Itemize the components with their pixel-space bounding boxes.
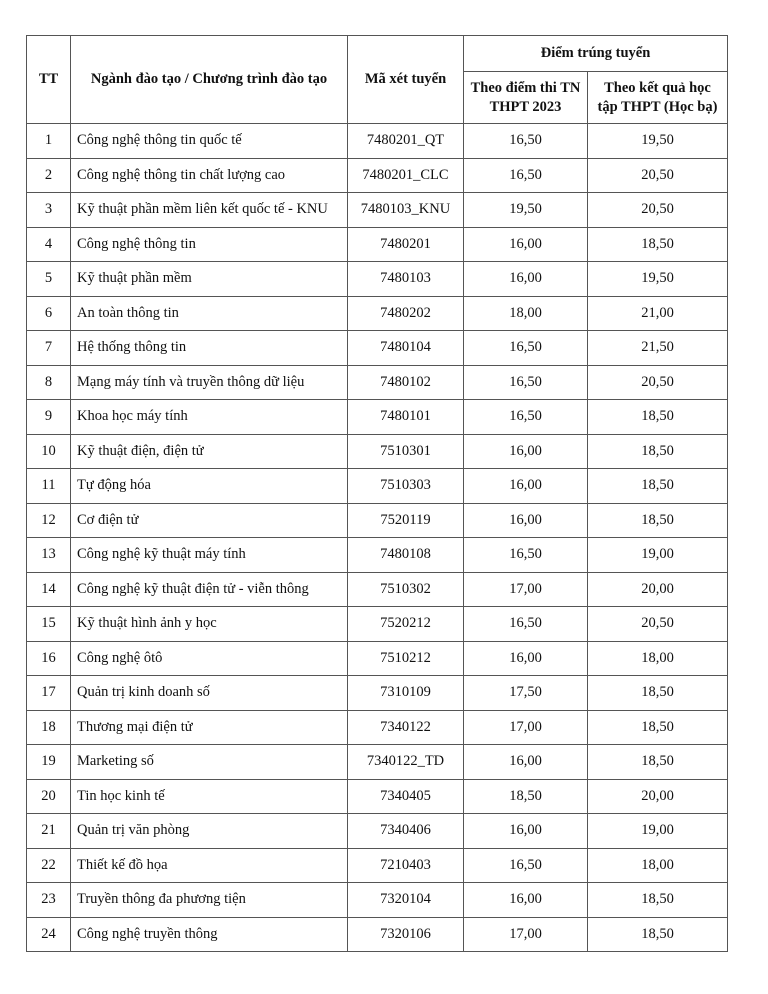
- row-number: 24: [27, 917, 71, 952]
- table-row: [27, 262, 728, 297]
- header-tt: TT: [27, 36, 71, 124]
- score-exam: 16,50: [464, 331, 588, 366]
- admission-code: 7340405: [348, 779, 464, 814]
- program-name: Mạng máy tính và truyền thông dữ liệu: [71, 365, 348, 400]
- table-row: [27, 641, 728, 676]
- score-exam: 18,00: [464, 296, 588, 331]
- program-name: Thương mại điện tử: [71, 710, 348, 745]
- admission-code: 7510301: [348, 434, 464, 469]
- row-number: 21: [27, 814, 71, 849]
- score-exam: 16,50: [464, 538, 588, 573]
- admission-code: 7480201_QT: [348, 124, 464, 159]
- program-name: Công nghệ kỹ thuật máy tính: [71, 538, 348, 573]
- table-row: [27, 745, 728, 780]
- score-exam: 16,00: [464, 814, 588, 849]
- row-number: 6: [27, 296, 71, 331]
- admission-code: 7480102: [348, 365, 464, 400]
- header-score-transcript: Theo kết quả học tập THPT (Học bạ): [588, 72, 728, 124]
- program-name: Tự động hóa: [71, 469, 348, 504]
- program-name: Kỹ thuật điện, điện tử: [71, 434, 348, 469]
- table-row: [27, 365, 728, 400]
- score-transcript: 19,50: [588, 262, 728, 297]
- score-transcript: 18,50: [588, 227, 728, 262]
- table-row: [27, 572, 728, 607]
- score-exam: 17,00: [464, 917, 588, 952]
- score-transcript: 21,00: [588, 296, 728, 331]
- table-row: [27, 883, 728, 918]
- admission-code: 7340122: [348, 710, 464, 745]
- row-number: 23: [27, 883, 71, 918]
- table-row: [27, 227, 728, 262]
- score-transcript: 18,00: [588, 641, 728, 676]
- score-transcript: 19,50: [588, 124, 728, 159]
- admission-code: 7340406: [348, 814, 464, 849]
- table-row: [27, 296, 728, 331]
- row-number: 4: [27, 227, 71, 262]
- table-row: [27, 814, 728, 849]
- table-header: [27, 36, 728, 124]
- score-exam: 16,00: [464, 503, 588, 538]
- admission-code: 7310109: [348, 676, 464, 711]
- program-name: Quản trị kinh doanh số: [71, 676, 348, 711]
- score-transcript: 18,00: [588, 848, 728, 883]
- admission-code: 7480201_CLC: [348, 158, 464, 193]
- score-transcript: 18,50: [588, 469, 728, 504]
- score-transcript: 18,50: [588, 710, 728, 745]
- table-row: [27, 538, 728, 573]
- header-row-top: [27, 36, 728, 72]
- score-exam: 16,00: [464, 883, 588, 918]
- row-number: 19: [27, 745, 71, 780]
- program-name: Thiết kế đồ họa: [71, 848, 348, 883]
- score-exam: 19,50: [464, 193, 588, 228]
- admission-scores-table: [26, 35, 728, 952]
- row-number: 8: [27, 365, 71, 400]
- program-name: Quản trị văn phòng: [71, 814, 348, 849]
- score-exam: 16,00: [464, 434, 588, 469]
- program-name: Kỹ thuật phần mềm liên kết quốc tế - KNU: [71, 193, 348, 228]
- row-number: 20: [27, 779, 71, 814]
- row-number: 18: [27, 710, 71, 745]
- admission-code: 7510303: [348, 469, 464, 504]
- table-row: [27, 676, 728, 711]
- table-row: [27, 331, 728, 366]
- score-exam: 16,50: [464, 607, 588, 642]
- score-transcript: 18,50: [588, 503, 728, 538]
- admission-code: 7520212: [348, 607, 464, 642]
- admission-code: 7480101: [348, 400, 464, 435]
- admission-code: 7520119: [348, 503, 464, 538]
- score-exam: 16,00: [464, 262, 588, 297]
- score-exam: 16,50: [464, 848, 588, 883]
- admission-code: 7510212: [348, 641, 464, 676]
- score-exam: 16,50: [464, 400, 588, 435]
- score-transcript: 20,50: [588, 607, 728, 642]
- program-name: Kỹ thuật hình ảnh y học: [71, 607, 348, 642]
- row-number: 15: [27, 607, 71, 642]
- admission-code: 7480103_KNU: [348, 193, 464, 228]
- score-exam: 17,00: [464, 710, 588, 745]
- admission-code: 7320104: [348, 883, 464, 918]
- table-row: [27, 607, 728, 642]
- admission-code: 7480108: [348, 538, 464, 573]
- score-exam: 16,50: [464, 124, 588, 159]
- program-name: Công nghệ thông tin quốc tế: [71, 124, 348, 159]
- row-number: 17: [27, 676, 71, 711]
- row-number: 2: [27, 158, 71, 193]
- admission-code: 7210403: [348, 848, 464, 883]
- table-row: [27, 193, 728, 228]
- table-row: [27, 124, 728, 159]
- table-row: [27, 469, 728, 504]
- row-number: 1: [27, 124, 71, 159]
- table-row: [27, 848, 728, 883]
- admission-code: 7510302: [348, 572, 464, 607]
- score-transcript: 20,50: [588, 365, 728, 400]
- program-name: Tin học kinh tế: [71, 779, 348, 814]
- program-name: Công nghệ thông tin chất lượng cao: [71, 158, 348, 193]
- header-code: Mã xét tuyển: [348, 36, 464, 124]
- score-transcript: 18,50: [588, 745, 728, 780]
- admission-code: 7480202: [348, 296, 464, 331]
- program-name: Kỹ thuật phần mềm: [71, 262, 348, 297]
- score-exam: 16,50: [464, 158, 588, 193]
- score-transcript: 18,50: [588, 917, 728, 952]
- admission-code: 7480201: [348, 227, 464, 262]
- table-row: [27, 779, 728, 814]
- program-name: An toàn thông tin: [71, 296, 348, 331]
- row-number: 7: [27, 331, 71, 366]
- program-name: Cơ điện tử: [71, 503, 348, 538]
- admission-code: 7320106: [348, 917, 464, 952]
- score-exam: 16,50: [464, 365, 588, 400]
- score-transcript: 19,00: [588, 814, 728, 849]
- row-number: 14: [27, 572, 71, 607]
- score-transcript: 18,50: [588, 883, 728, 918]
- table-row: [27, 400, 728, 435]
- score-transcript: 20,50: [588, 193, 728, 228]
- score-exam: 16,00: [464, 745, 588, 780]
- row-number: 3: [27, 193, 71, 228]
- score-exam: 16,00: [464, 227, 588, 262]
- row-number: 13: [27, 538, 71, 573]
- admission-code: 7340122_TD: [348, 745, 464, 780]
- score-transcript: 18,50: [588, 400, 728, 435]
- header-score-exam: Theo điểm thi TN THPT 2023: [464, 72, 588, 124]
- score-transcript: 21,50: [588, 331, 728, 366]
- program-name: Công nghệ kỹ thuật điện tử - viễn thông: [71, 572, 348, 607]
- score-exam: 17,00: [464, 572, 588, 607]
- program-name: Công nghệ truyền thông: [71, 917, 348, 952]
- table-body: [27, 124, 728, 952]
- score-transcript: 20,50: [588, 158, 728, 193]
- header-score-group: Điểm trúng tuyển: [464, 36, 728, 72]
- program-name: Truyền thông đa phương tiện: [71, 883, 348, 918]
- program-name: Công nghệ thông tin: [71, 227, 348, 262]
- program-name: Marketing số: [71, 745, 348, 780]
- row-number: 9: [27, 400, 71, 435]
- score-exam: 17,50: [464, 676, 588, 711]
- score-exam: 18,50: [464, 779, 588, 814]
- score-transcript: 20,00: [588, 779, 728, 814]
- admission-code: 7480103: [348, 262, 464, 297]
- score-exam: 16,00: [464, 641, 588, 676]
- row-number: 5: [27, 262, 71, 297]
- table-row: [27, 503, 728, 538]
- table-row: [27, 917, 728, 952]
- program-name: Khoa học máy tính: [71, 400, 348, 435]
- row-number: 10: [27, 434, 71, 469]
- score-transcript: 18,50: [588, 676, 728, 711]
- row-number: 16: [27, 641, 71, 676]
- score-exam: 16,00: [464, 469, 588, 504]
- table-row: [27, 434, 728, 469]
- row-number: 11: [27, 469, 71, 504]
- table-row: [27, 710, 728, 745]
- program-name: Hệ thống thông tin: [71, 331, 348, 366]
- row-number: 22: [27, 848, 71, 883]
- score-transcript: 19,00: [588, 538, 728, 573]
- table-row: [27, 158, 728, 193]
- header-program: Ngành đào tạo / Chương trình đào tạo: [71, 36, 348, 124]
- admission-code: 7480104: [348, 331, 464, 366]
- score-transcript: 20,00: [588, 572, 728, 607]
- program-name: Công nghệ ôtô: [71, 641, 348, 676]
- row-number: 12: [27, 503, 71, 538]
- score-transcript: 18,50: [588, 434, 728, 469]
